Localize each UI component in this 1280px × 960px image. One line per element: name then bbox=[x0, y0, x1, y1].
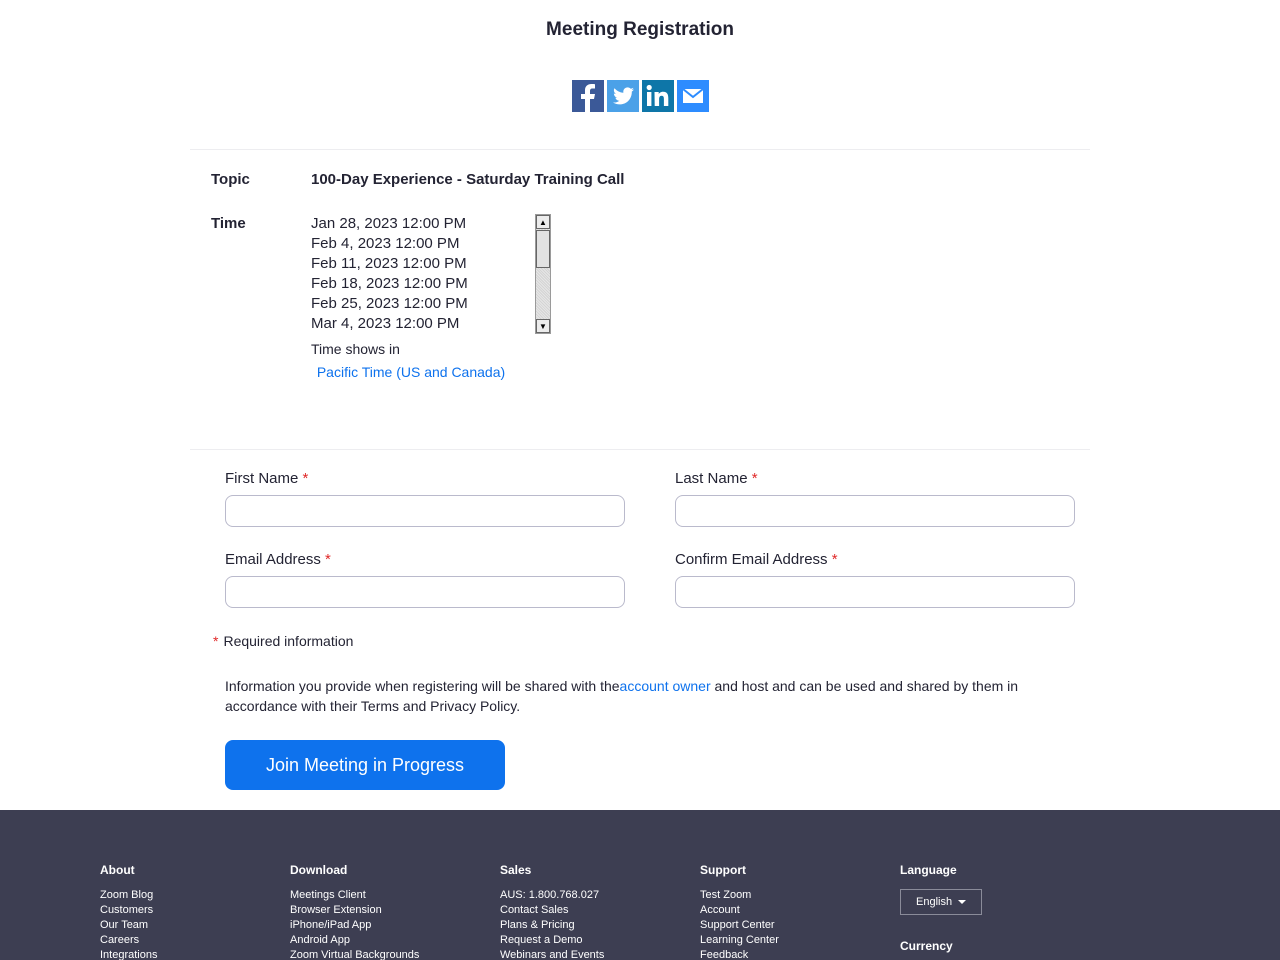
footer-link[interactable]: AUS: 1.800.768.027 bbox=[500, 889, 600, 901]
times-scrollbar[interactable] bbox=[535, 214, 551, 334]
email-field[interactable] bbox=[225, 576, 625, 608]
footer-link[interactable]: Feedback bbox=[700, 949, 749, 960]
first-name-label bbox=[225, 470, 308, 487]
footer-link[interactable]: Android App bbox=[290, 934, 350, 946]
footer-heading: Language bbox=[900, 863, 957, 877]
footer-link[interactable]: iPhone/iPad App bbox=[290, 919, 372, 931]
first-name-label-text: First Name bbox=[225, 470, 299, 487]
footer-link[interactable]: Integrations bbox=[100, 949, 158, 960]
divider bbox=[190, 449, 1090, 450]
footer-download bbox=[290, 863, 419, 960]
meeting-time-item: Jan 28, 2023 12:00 PM bbox=[311, 215, 467, 232]
last-name-label-text: Last Name bbox=[675, 470, 748, 487]
required-marker: * bbox=[302, 470, 309, 487]
language-select[interactable] bbox=[900, 889, 982, 915]
time-label: Time bbox=[211, 215, 246, 232]
footer-link[interactable]: Zoom Blog bbox=[100, 889, 154, 901]
footer-link[interactable]: Our Team bbox=[100, 919, 149, 931]
footer-link[interactable]: Test Zoom bbox=[700, 889, 752, 901]
divider bbox=[190, 149, 1090, 150]
footer-sales bbox=[500, 863, 604, 960]
footer-heading: Download bbox=[290, 863, 348, 877]
email-share-button[interactable] bbox=[677, 80, 709, 112]
currency-heading: Currency bbox=[900, 939, 953, 953]
footer-link[interactable]: Support Center bbox=[700, 919, 775, 931]
linkedin-share-button[interactable] bbox=[642, 80, 674, 112]
footer-heading: About bbox=[100, 863, 135, 877]
footer-link[interactable]: Careers bbox=[100, 934, 140, 946]
footer-link[interactable]: Request a Demo bbox=[500, 934, 583, 946]
page-title: Meeting Registration bbox=[546, 19, 734, 40]
footer-link[interactable]: Learning Center bbox=[700, 934, 779, 946]
confirm-email-field[interactable] bbox=[675, 576, 1075, 608]
meeting-time-item: Feb 25, 2023 12:00 PM bbox=[311, 295, 468, 312]
required-marker: * bbox=[213, 633, 219, 649]
scrollbar-thumb[interactable] bbox=[536, 230, 550, 268]
required-info-text: Required information bbox=[223, 633, 354, 649]
confirm-email-label bbox=[675, 551, 838, 568]
timezone-caption: Time shows in bbox=[311, 341, 400, 357]
meeting-time-item: Feb 4, 2023 12:00 PM bbox=[311, 235, 460, 252]
privacy-disclaimer bbox=[225, 676, 1085, 716]
twitter-share-button[interactable] bbox=[607, 80, 639, 112]
confirm-email-label-text: Confirm Email Address bbox=[675, 551, 828, 568]
footer-link[interactable]: Browser Extension bbox=[290, 904, 382, 916]
topic-value: 100-Day Experience - Saturday Training Call bbox=[311, 171, 625, 188]
email-label-text: Email Address bbox=[225, 551, 321, 568]
footer-link[interactable]: Webinars and Events bbox=[500, 949, 605, 960]
share-bar bbox=[572, 80, 709, 112]
meeting-time-item: Mar 4, 2023 12:00 PM bbox=[311, 315, 460, 332]
footer bbox=[0, 810, 1280, 960]
twitter-icon bbox=[607, 80, 639, 112]
footer-about bbox=[100, 863, 157, 960]
footer-link[interactable]: Zoom Virtual Backgrounds bbox=[290, 949, 420, 960]
required-marker: * bbox=[325, 551, 331, 568]
footer-link[interactable]: Plans & Pricing bbox=[500, 919, 575, 931]
disclaimer-text: Information you provide when registering will be shared with the bbox=[225, 678, 620, 694]
required-info-note bbox=[213, 633, 353, 649]
meeting-times-list[interactable] bbox=[311, 214, 551, 334]
footer-heading: Support bbox=[700, 863, 746, 877]
topic-label: Topic bbox=[211, 171, 250, 188]
linkedin-icon bbox=[642, 80, 674, 112]
scroll-down-arrow-icon[interactable]: ▼ bbox=[536, 319, 550, 333]
facebook-icon bbox=[572, 80, 604, 112]
join-meeting-button[interactable]: Join Meeting in Progress bbox=[225, 740, 505, 790]
footer-link[interactable]: Customers bbox=[100, 904, 154, 916]
scroll-up-arrow-icon[interactable]: ▲ bbox=[536, 215, 550, 229]
required-marker: * bbox=[751, 470, 758, 487]
meeting-time-item: Feb 11, 2023 12:00 PM bbox=[311, 255, 467, 272]
chevron-down-icon bbox=[958, 900, 966, 904]
language-selected: English bbox=[916, 896, 953, 908]
first-name-field[interactable] bbox=[225, 495, 625, 527]
facebook-share-button[interactable] bbox=[572, 80, 604, 112]
meeting-time-item: Feb 18, 2023 12:00 PM bbox=[311, 275, 468, 292]
account-owner-link[interactable]: account owner bbox=[619, 678, 711, 694]
required-marker: * bbox=[831, 551, 838, 568]
email-label bbox=[225, 551, 331, 568]
footer-link[interactable]: Contact Sales bbox=[500, 904, 569, 916]
footer-link[interactable]: Account bbox=[700, 904, 740, 916]
last-name-label bbox=[675, 470, 758, 487]
last-name-field[interactable] bbox=[675, 495, 1075, 527]
footer-link[interactable]: Meetings Client bbox=[290, 889, 366, 901]
footer-support bbox=[700, 863, 779, 960]
email-icon bbox=[677, 80, 709, 112]
timezone-link[interactable]: Pacific Time (US and Canada) bbox=[316, 364, 506, 380]
disclaimer-text-end: and host and can be used and shared by them in accordance with their Terms and Privacy Policy. bbox=[225, 678, 1019, 714]
footer-language bbox=[900, 863, 982, 953]
footer-heading: Sales bbox=[500, 863, 532, 877]
